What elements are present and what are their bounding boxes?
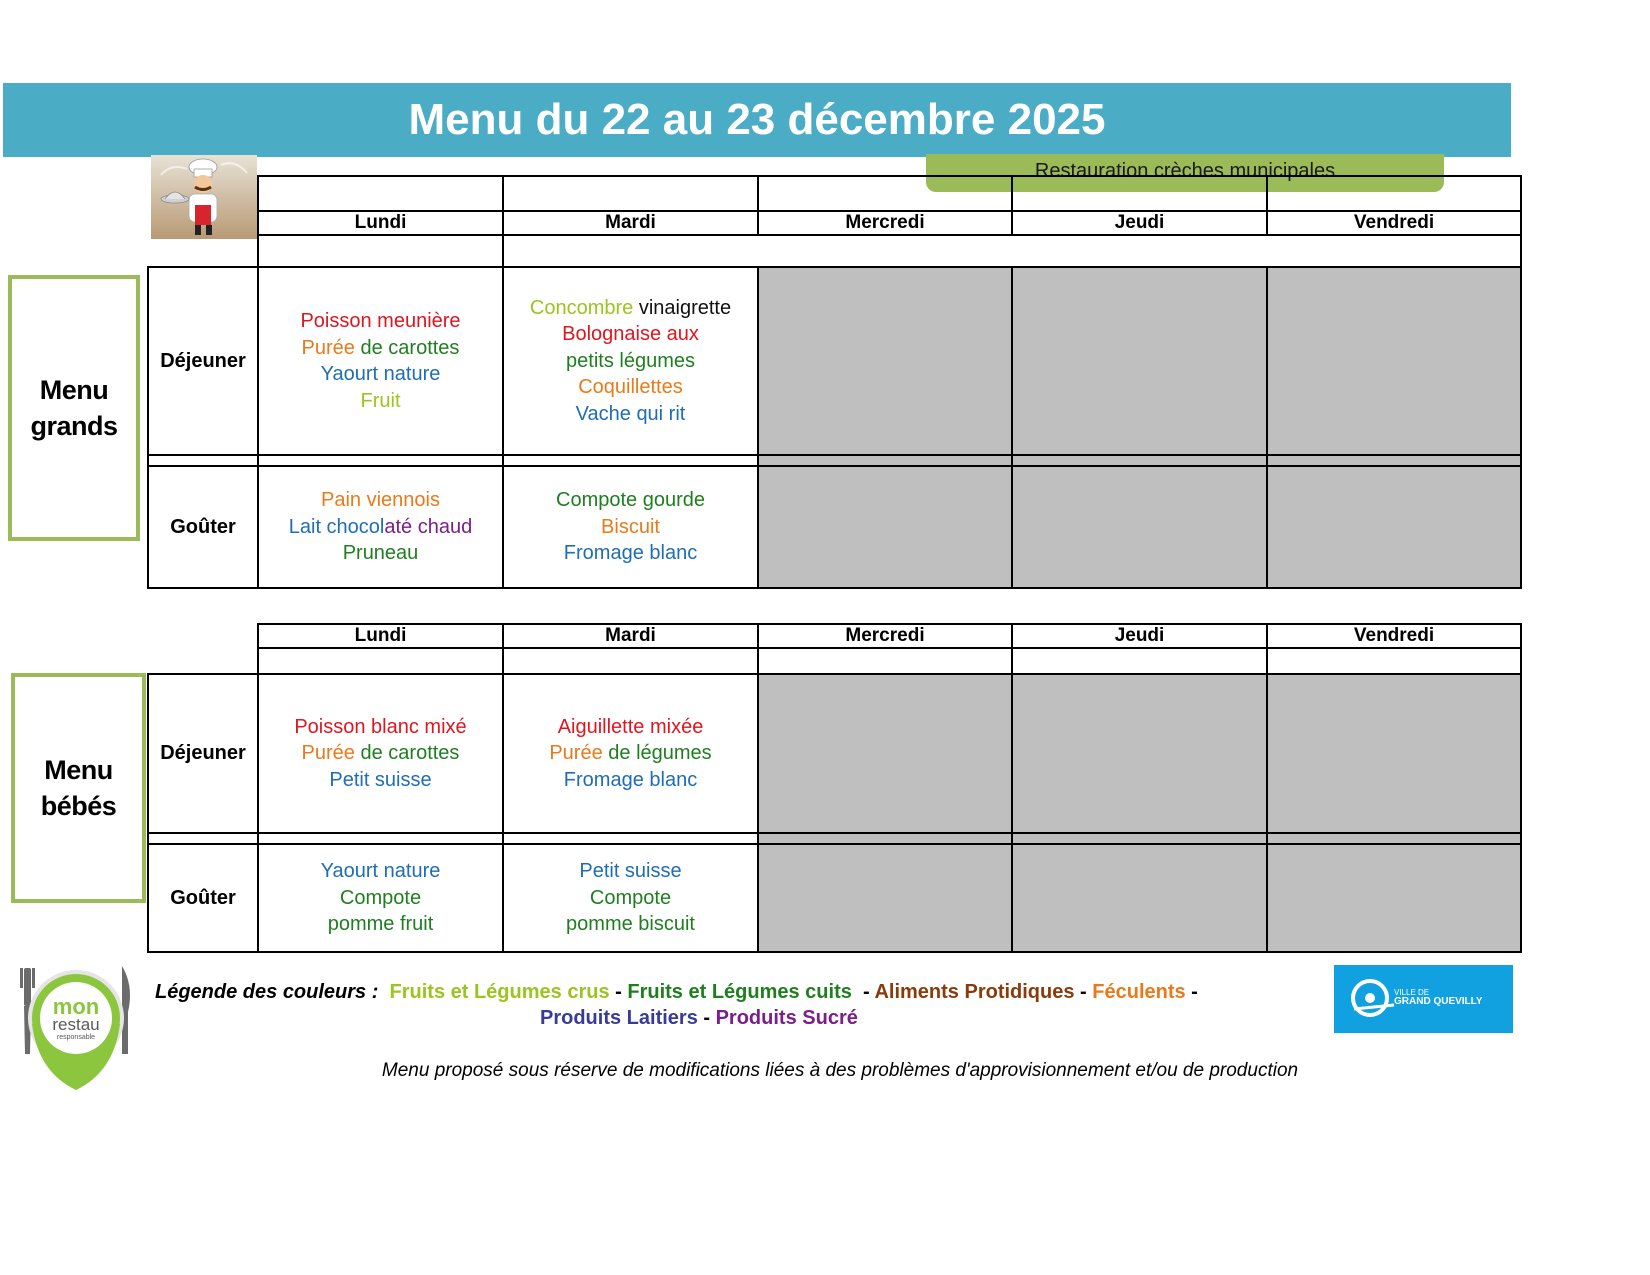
closed-cell bbox=[1267, 267, 1521, 455]
menu-cell bbox=[258, 267, 503, 455]
menu-item: Compote bbox=[339, 886, 422, 909]
table-row bbox=[148, 674, 1521, 833]
grand-quevilly-logo bbox=[1334, 965, 1513, 1033]
menu-item: Yaourt nature bbox=[320, 860, 441, 883]
menu-item: Aiguillette mixée bbox=[557, 715, 704, 738]
closed-cell bbox=[1012, 466, 1267, 588]
menu-item: Coquillettes bbox=[578, 376, 683, 399]
menu-item: Biscuit bbox=[601, 515, 660, 538]
closed-cell bbox=[1012, 674, 1267, 833]
table-row bbox=[148, 267, 1521, 455]
meal-label-gouter: Goûter bbox=[148, 466, 258, 588]
menu-item: Pruneau bbox=[342, 542, 419, 565]
menu-bebes-label bbox=[11, 673, 146, 903]
day-header-jeudi: Jeudi bbox=[1012, 211, 1267, 235]
menu-bebes-label-line2: bébés bbox=[40, 791, 117, 821]
menu-item: Lait chocolaté chaud bbox=[288, 515, 473, 538]
menu-item: Compote gourde bbox=[556, 489, 705, 512]
menu-grands-label-line2: grands bbox=[30, 411, 118, 441]
day-header-mardi: Mardi bbox=[503, 211, 758, 235]
menu-cell bbox=[258, 674, 503, 833]
table-row bbox=[148, 844, 1521, 952]
menu-item: Poisson blanc mixé bbox=[294, 715, 467, 738]
closed-cell bbox=[1267, 466, 1521, 588]
legend-line-2: Produits Laitiers - Produits Sucré bbox=[540, 1007, 858, 1029]
menu-grands-label bbox=[8, 275, 140, 541]
ville-logo-line2: GRAND QUEVILLY bbox=[1394, 996, 1483, 1007]
table-row bbox=[148, 176, 1521, 211]
menu-item: Fromage blanc bbox=[563, 768, 698, 791]
legend-intro: Légende des couleurs : bbox=[155, 981, 379, 1003]
menu-item: pomme biscuit bbox=[566, 913, 695, 936]
menu-item: Concombre vinaigrette bbox=[529, 296, 732, 319]
menu-cell bbox=[258, 844, 503, 952]
menu-item: Bolognaise aux bbox=[562, 323, 699, 346]
day-header-row bbox=[148, 624, 1521, 648]
closed-cell bbox=[1267, 844, 1521, 952]
day-header-jeudi: Jeudi bbox=[1012, 624, 1267, 648]
legend-item-fruits-crus: Fruits et Légumes crus bbox=[389, 981, 610, 1003]
menu-item: petits légumes bbox=[566, 349, 695, 372]
legend-item-feculents: Féculents bbox=[1092, 981, 1186, 1003]
closed-cell bbox=[1012, 267, 1267, 455]
menu-item: Petit suisse bbox=[579, 860, 682, 883]
table-row bbox=[148, 455, 1521, 466]
menu-grands-table bbox=[147, 175, 1522, 589]
disclaimer-note: Menu proposé sous réserve de modifications liées à des problèmes d'approvisionnement et/ou de production bbox=[381, 1060, 1299, 1081]
day-header-lundi: Lundi bbox=[258, 211, 503, 235]
mon-restau-word-responsable: responsable bbox=[56, 1034, 96, 1041]
mon-restau-word-mon: mon bbox=[52, 994, 100, 1019]
meal-label-dejeuner: Déjeuner bbox=[148, 674, 258, 833]
table-row bbox=[148, 235, 1521, 267]
menu-cell bbox=[503, 674, 758, 833]
menu-grands-label-line1: Menu bbox=[39, 375, 109, 405]
day-header-mercredi: Mercredi bbox=[758, 211, 1012, 235]
menu-bebes-label-line1: Menu bbox=[44, 755, 113, 785]
menu-item: Fruit bbox=[360, 389, 401, 412]
legend-item-protidiques: Aliments Protidiques bbox=[874, 981, 1075, 1003]
menu-item: Purée de légumes bbox=[549, 742, 712, 765]
day-header-mardi: Mardi bbox=[503, 624, 758, 648]
legend-item-sucre: Produits Sucré bbox=[715, 1007, 858, 1029]
color-legend bbox=[155, 979, 1295, 1031]
day-header-lundi: Lundi bbox=[258, 624, 503, 648]
table-row bbox=[148, 648, 1521, 674]
meal-label-dejeuner: Déjeuner bbox=[148, 267, 258, 455]
day-header-vendredi: Vendredi bbox=[1267, 211, 1521, 235]
ville-logo-line1: VILLE DE bbox=[1394, 988, 1430, 997]
table-row bbox=[148, 833, 1521, 844]
day-header-vendredi: Vendredi bbox=[1267, 624, 1521, 648]
menu-item: pomme fruit bbox=[327, 913, 434, 936]
menu-item: Purée de carottes bbox=[301, 336, 460, 359]
closed-cell bbox=[758, 466, 1012, 588]
menu-bebes-table bbox=[147, 623, 1522, 953]
closed-cell bbox=[758, 844, 1012, 952]
legend-item-laitiers: Produits Laitiers bbox=[540, 1007, 698, 1029]
menu-item: Petit suisse bbox=[329, 768, 432, 791]
menu-item: Yaourt nature bbox=[320, 363, 441, 385]
legend-line-1: Légende des couleurs : Fruits et Légumes crus - Fruits et Légumes cuits - Aliments Protidiques - Féculents - bbox=[155, 981, 1198, 1003]
menu-item: Pain viennois bbox=[321, 489, 440, 512]
table-row bbox=[148, 466, 1521, 588]
page-title: Menu du 22 au 23 décembre 2025 bbox=[3, 83, 1511, 157]
menu-cell bbox=[258, 466, 503, 588]
menu-cell bbox=[503, 466, 758, 588]
menu-item: Fromage blanc bbox=[563, 542, 698, 565]
subtitle-banner: Restauration crèches municipales bbox=[926, 154, 1444, 192]
meal-label-gouter: Goûter bbox=[148, 844, 258, 952]
day-header-mercredi: Mercredi bbox=[758, 624, 1012, 648]
menu-cell bbox=[503, 844, 758, 952]
mon-restau-word-restau: restau bbox=[52, 1015, 100, 1034]
legend-item-fruits-cuits: Fruits et Légumes cuits bbox=[627, 981, 852, 1003]
menu-item: Purée de carottes bbox=[301, 742, 460, 765]
menu-item: Vache qui rit bbox=[575, 402, 686, 425]
menu-item: Compote bbox=[589, 886, 672, 909]
closed-cell bbox=[758, 674, 1012, 833]
day-header-row bbox=[148, 211, 1521, 235]
closed-cell bbox=[758, 267, 1012, 455]
closed-cell bbox=[1267, 674, 1521, 833]
menu-item: Poisson meunière bbox=[300, 310, 461, 332]
menu-cell bbox=[503, 267, 758, 455]
closed-cell bbox=[1012, 844, 1267, 952]
